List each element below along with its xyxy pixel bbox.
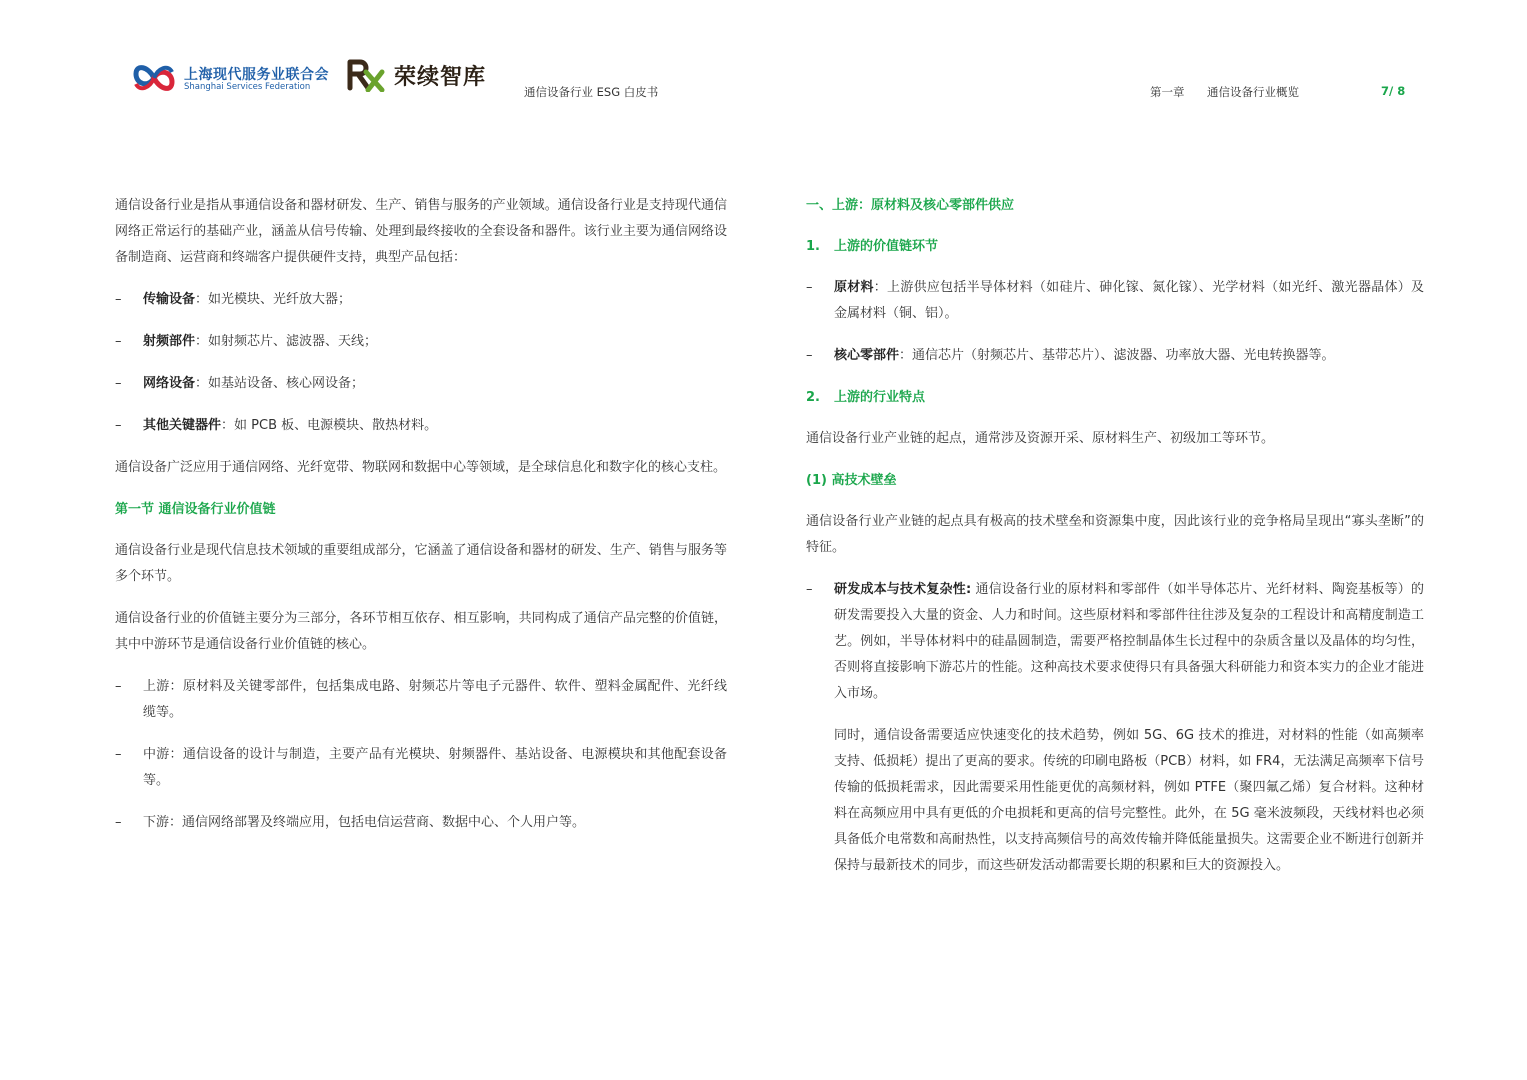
subsection-title: 上游的行业特点 [834, 390, 926, 405]
ssf-logo-icon [132, 60, 176, 96]
section-paragraph: 通信设备行业的价值链主要分为三部分，各环节相互依存、相互影响，共同构成了通信产品完整的价值链，其中中游环节是通信设备行业价值链的核心。 [115, 611, 727, 652]
rx-logo-name: 荣续智库 [394, 65, 487, 90]
product-term: 其他关键器件 [143, 418, 222, 433]
page-number: 7/ 8 [1381, 84, 1406, 98]
upstream-title: 一、上游：原材料及核心零部件供应 [806, 198, 1015, 213]
product-item [115, 287, 727, 313]
subsection-heading [806, 385, 1424, 411]
product-desc: ：如光模块、光纤放大器； [195, 292, 352, 307]
dash-bullet: – [115, 747, 122, 762]
product-desc: ：如 PCB 板、电源模块、散热材料。 [221, 418, 438, 433]
chain-item [115, 674, 727, 726]
upstream-term: 原材料 [834, 280, 874, 295]
doc-title: 通信设备行业 ESG 白皮书 [524, 85, 659, 99]
ssf-logo [132, 60, 332, 100]
rx-logo-icon [346, 58, 386, 92]
right-column [806, 193, 1424, 895]
ssf-logo-cn: 上海现代服务业联合会 [184, 67, 329, 83]
dash-bullet: – [115, 334, 122, 349]
subsection-title: 上游的价值链环节 [834, 239, 939, 254]
section-title: 第一节 通信设备行业价值链 [115, 502, 276, 517]
chapter-number: 第一章 [1150, 85, 1185, 99]
product-item [115, 371, 727, 397]
chain-text: 中游：通信设备的设计与制造，主要产品有光模块、射频器件、基站设备、电源模块和其他配套设备等。 [143, 747, 727, 788]
barrier-paragraph: 通信设备行业产业链的起点具有极高的技术壁垒和资源集中度，因此该行业的竞争格局呈现出“寡头垄断”的特征。 [806, 514, 1424, 555]
upstream-item [806, 343, 1424, 369]
rx-logo [346, 56, 506, 96]
product-item [115, 329, 727, 355]
section-paragraph: 通信设备行业是现代信息技术领域的重要组成部分，它涵盖了通信设备和器材的研发、生产、销售与服务等多个环节。 [115, 543, 727, 584]
application-paragraph: 通信设备广泛应用于通信网络、光纤宽带、物联网和数据中心等领域，是全球信息化和数字化的核心支柱。 [115, 460, 727, 475]
product-desc: ：如基站设备、核心网设备； [195, 376, 365, 391]
dash-bullet: – [806, 348, 813, 363]
chapter-title: 通信设备行业概览 [1207, 85, 1299, 99]
upstream-desc: ：上游供应包括半导体材料（如硅片、砷化镓、氮化镓）、光学材料（如光纤、激光器晶体）及金属材料（铜、铝）。 [834, 280, 1424, 321]
intro-paragraph: 通信设备行业是指从事通信设备和器材研发、生产、销售与服务的产业领域。通信设备行业是支持现代通信网络正常运行的基础产业，涵盖从信号传输、处理到最终接收的全套设备和器件。该行业主要为通信网络设备制造商、运营商和终端客户提供硬件支持，典型产品包括： [115, 198, 727, 265]
dash-bullet: – [115, 815, 122, 830]
dash-bullet: – [806, 280, 813, 295]
rd-paragraph-2: 同时，通信设备需要适应快速变化的技术趋势，例如 5G、6G 技术的推进，对材料的性能（如高频率支持、低损耗）提出了更高的要求。传统的印刷电路板（PCB）材料，如 FR4，无法满足高频率下信号传输的低损耗需求，因此需要采用性能更优的高频材料，例如 PTFE（聚四氟乙烯）复合材料。这种材料在高频应用中具有更低的介电损耗和更高的信号完整性。此外，在 5G 毫米波频段，天线材料也必须具备低介电常数和高耐热性，以支持高频信号的高效传输并降低能量损失。这需要企业不断进行创新并保持与最新技术的同步，而这些研发活动都需要长期的积累和巨大的资源投入。 [834, 728, 1424, 873]
page-header [0, 0, 1527, 110]
product-desc: ：如射频芯片、滤波器、天线； [195, 334, 378, 349]
upstream-term: 核心零部件 [834, 348, 900, 363]
product-term: 射频部件 [143, 334, 196, 349]
dash-bullet: – [115, 418, 122, 433]
dash-bullet: – [115, 292, 122, 307]
left-column [115, 193, 727, 852]
minor-heading: (1) 高技术壁垒 [806, 473, 897, 488]
subsection-paragraph: 通信设备行业产业链的起点，通常涉及资源开采、原材料生产、初级加工等环节。 [806, 431, 1275, 446]
ssf-logo-en: Shanghai Services Federation [184, 82, 311, 92]
subsection-number: 2. [806, 390, 820, 405]
rd-item [806, 577, 1424, 707]
chain-item [115, 742, 727, 794]
dash-bullet: – [115, 376, 122, 391]
chain-text: 下游：通信网络部署及终端应用，包括电信运营商、数据中心、个人用户等。 [143, 815, 586, 830]
upstream-desc: ：通信芯片（射频芯片、基带芯片）、滤波器、功率放大器、光电转换器等。 [899, 348, 1335, 363]
product-item [115, 413, 727, 439]
subsection-heading [806, 234, 1424, 260]
rd-term: 研发成本与技术复杂性: [834, 582, 972, 597]
rd-desc: 通信设备行业的原材料和零部件（如半导体芯片、光纤材料、陶瓷基板等）的研发需要投入大量的资金、人力和时间。这些原材料和零部件往往涉及复杂的工程设计和高精度制造工艺。例如，半导体材料中的硅晶圆制造，需要严格控制晶体生长过程中的杂质含量以及晶体的均匀性，否则将直接影响下游芯片的性能。这种高技术要求使得只有具备强大科研能力和资本实力的企业才能进入市场。 [834, 582, 1424, 701]
product-term: 网络设备 [143, 376, 196, 391]
chain-text: 上游：原材料及关键零部件，包括集成电路、射频芯片等电子元器件、软件、塑料金属配件、光纤线缆等。 [143, 679, 727, 720]
dash-bullet: – [115, 679, 122, 694]
upstream-item [806, 275, 1424, 327]
dash-bullet: – [806, 582, 813, 597]
chain-item [115, 810, 727, 836]
product-term: 传输设备 [143, 292, 196, 307]
subsection-number: 1. [806, 239, 820, 254]
